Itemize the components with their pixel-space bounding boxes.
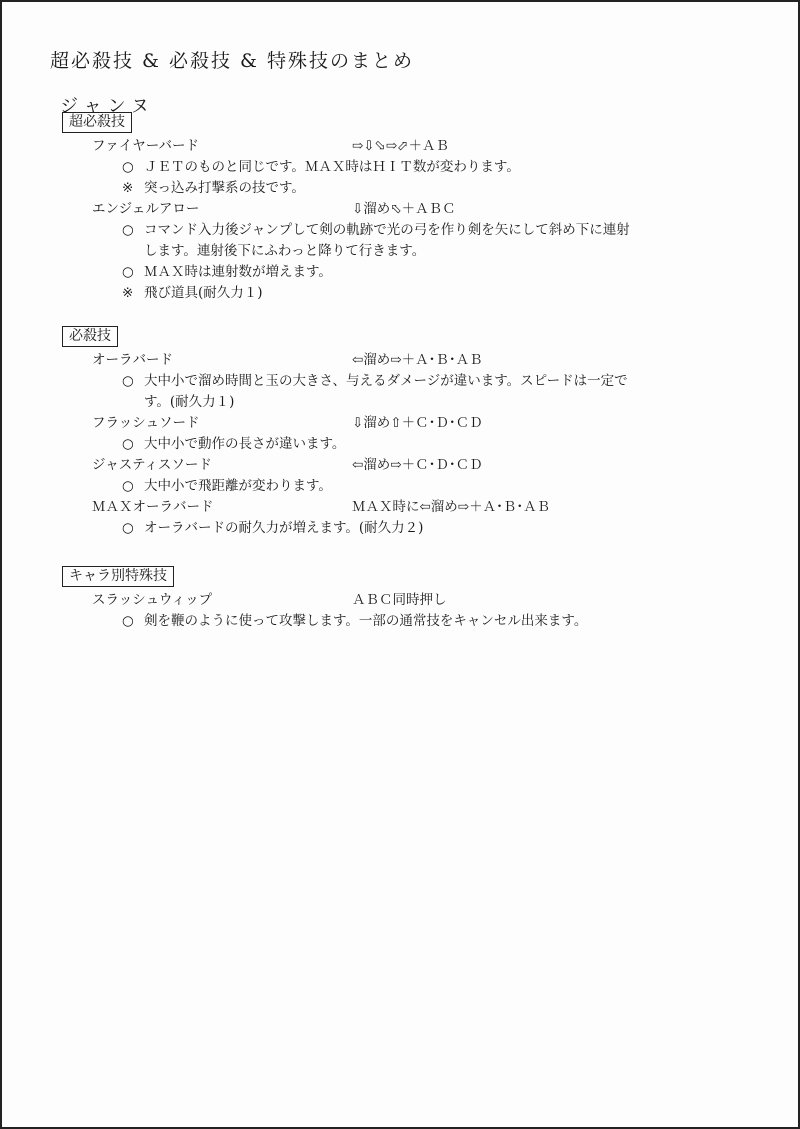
move-note: [62, 371, 702, 413]
character-name: ジャンヌ: [60, 96, 155, 117]
move-name: ファイヤーバード: [92, 138, 200, 154]
note-mark: ○: [122, 222, 134, 238]
move-command: ⇦溜め⇨＋Ａ･Ｂ･ＡＢ: [352, 352, 483, 368]
section-super-moves: [62, 112, 702, 304]
note-mark: ※: [122, 285, 134, 301]
note-mark: ○: [122, 436, 134, 452]
move-note: [62, 476, 702, 497]
move-note: [62, 611, 702, 632]
note-text: 大中小で溜め時間と玉の大きさ、与えるダメージが違います。スピードは一定です。(耐久力１): [144, 373, 628, 410]
note-mark: ○: [122, 264, 134, 280]
move-row: [62, 590, 702, 611]
move-name: オーラバード: [92, 352, 173, 368]
move-name: ジャスティスソード: [92, 457, 212, 473]
note-text: 大中小で動作の長さが違います。: [144, 436, 346, 452]
note-text: 大中小で飛距離が変わります。: [144, 478, 332, 494]
note-mark: ○: [122, 613, 134, 629]
move-command: ⇩溜め⇧＋Ｃ･Ｄ･ＣＤ: [352, 415, 483, 431]
move-note: [62, 157, 702, 178]
section-label: キャラ別特殊技: [62, 566, 174, 587]
note-mark: ○: [122, 520, 134, 536]
note-mark: ○: [122, 373, 134, 389]
note-text: 突っ込み打撃系の技です。: [144, 180, 305, 196]
move-note: [62, 434, 702, 455]
note-text: ＪＥＴのものと同じです。ＭＡＸ時はＨＩＴ数が変わります。: [144, 159, 520, 175]
move-command: ＡＢＣ同時押し: [352, 592, 447, 608]
note-mark: ※: [122, 180, 134, 196]
move-name: フラッシュソード: [92, 415, 200, 431]
note-text: 飛び道具(耐久力１): [144, 285, 263, 301]
note-text: コマンド入力後ジャンプして剣の軌跡で光の弓を作り剣を矢にして斜め下に連射します。連射後下にふわっと降りて行きます。: [144, 222, 630, 259]
move-row: [62, 199, 702, 220]
move-name: スラッシュウィップ: [92, 592, 213, 608]
move-row: [62, 136, 702, 157]
move-row: [62, 497, 702, 518]
move-note: [62, 283, 702, 304]
move-command: ＭＡＸ時に⇦溜め⇨＋Ａ･Ｂ･ＡＢ: [352, 499, 551, 515]
move-name: エンジェルアロー: [92, 201, 200, 217]
section-special-moves: [62, 326, 702, 539]
note-mark: ○: [122, 478, 134, 494]
note-text: オーラバードの耐久力が増えます。(耐久力２): [144, 520, 424, 536]
move-row: [62, 350, 702, 371]
move-note: [62, 178, 702, 199]
move-note: [62, 518, 702, 539]
move-command: ⇨⇩⬂⇨⬀＋ＡＢ: [352, 138, 450, 154]
move-command: ⇩溜め⬁＋ＡＢＣ: [352, 201, 456, 217]
move-command: ⇦溜め⇨＋Ｃ･Ｄ･ＣＤ: [352, 457, 483, 473]
section-label: 超必殺技: [62, 112, 132, 133]
note-mark: ○: [122, 159, 134, 175]
move-name: ＭＡＸオーラバード: [92, 499, 214, 515]
move-note: [62, 220, 702, 262]
note-text: ＭＡＸ時は連射数が増えます。: [144, 264, 332, 280]
move-row: [62, 413, 702, 434]
move-note: [62, 262, 702, 283]
section-character-special: [62, 566, 702, 632]
note-text: 剣を鞭のように使って攻撃します。一部の通常技をキャンセル出来ます。: [144, 613, 588, 629]
document-title: 超必殺技 & 必殺技 & 特殊技のまとめ: [50, 50, 414, 72]
move-row: [62, 455, 702, 476]
section-label: 必殺技: [62, 326, 118, 347]
